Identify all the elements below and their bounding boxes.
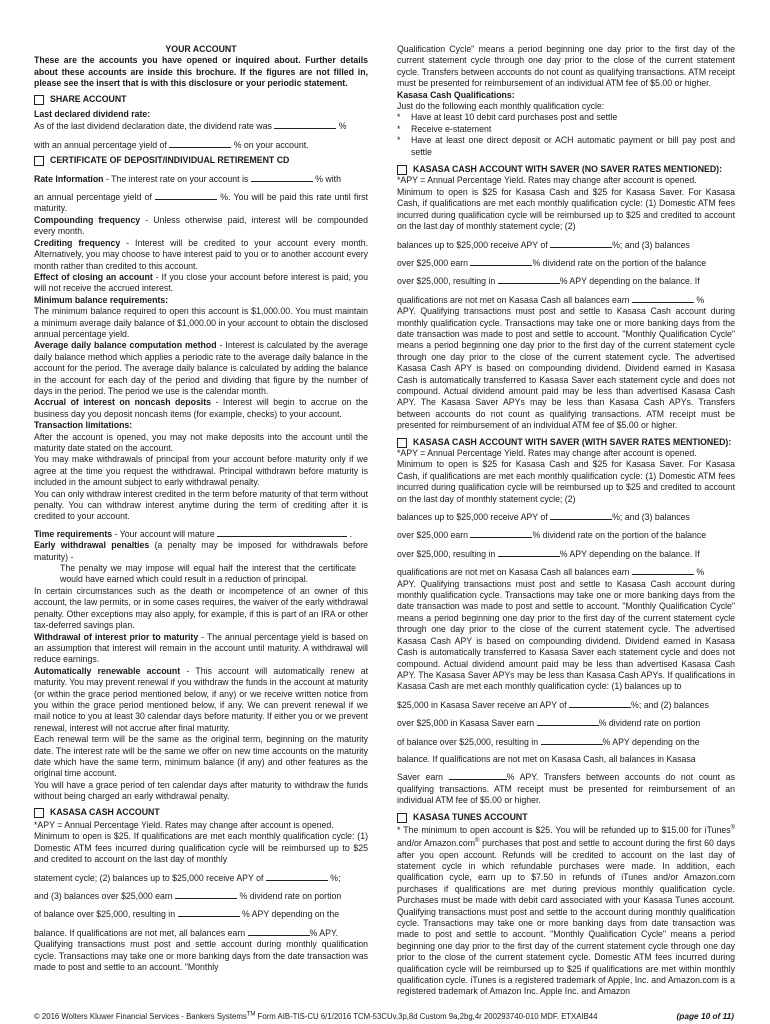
saver-rates-line-d: qualifications are not met on Kasasa Cash all balances earn % [397, 567, 705, 578]
kasasa-cash-line-d: balance. If qualifications are not met, all balances earn % APY. [34, 927, 339, 938]
sv-apy-blank[interactable] [550, 239, 612, 248]
renewable-paragraph: Automatically renewable account - This account will automatically renew at maturity. You may prevent renewal if you withdraw the funds in the account at maturity (or within the grace period mentioned below, if any) or we receive written notice from you within the grace period mentioned below, if any. We can prevent renewal if we mail notice to you at least 30 calendar days before maturity. If either you or we prevent renewal, interest will not accrue after final maturity. [34, 665, 368, 733]
kc-result-apy-blank[interactable] [178, 908, 240, 917]
transaction-paragraph-1: After the account is opened, you may not make deposits into the account until the maturity date stated on the account. [34, 431, 368, 453]
sr-saver-dividend-blank[interactable] [537, 717, 599, 726]
cd-heading: CERTIFICATE OF DEPOSIT/INDIVIDUAL RETIREMENT CD [34, 155, 368, 166]
kasasa-cash-line-c: of balance over $25,000, resulting in % APY depending on the [34, 909, 340, 920]
saver-rates-minimum: Minimum to open is $25 for Kasasa Cash and $25 for Kasasa Saver. For Kasasa Cash, if qualifications are met each monthly qualification cycle: (1) Domestic ATM fees incurred during qualification cycle will be reimbursed up to $25 and credited to account on the last day of monthly statement cycle; (2) [397, 459, 735, 504]
saver-rates-line-c: over $25,000, resulting in % APY depending on the balance. If [397, 548, 700, 559]
closing-paragraph: Effect of closing an account - If you close your account before interest is paid, you will not receive the accrued interest. [34, 271, 368, 294]
kasasa-cash-minimum: Minimum to open is $25. If qualifications are met each monthly qualification cycle: (1) Domestic ATM fees incurred during qualification cycle will be reimbursed up to $25 and credited to account on the last day of monthly [34, 831, 368, 865]
sr-result-apy-blank[interactable] [498, 548, 560, 557]
cd-rate-blank[interactable] [251, 173, 313, 182]
page-footer [34, 1011, 734, 1021]
transaction-label: Transaction limitations: [34, 420, 133, 431]
cd-apy-blank[interactable] [155, 191, 217, 200]
saver-apy-note: *APY = Annual Percentage Yield. Rates may change after account is opened. [397, 175, 697, 186]
page-title: YOUR ACCOUNT [165, 44, 237, 54]
kasasa-cash-apy-note: *APY = Annual Percentage Yield. Rates may change after account is opened. [34, 820, 334, 830]
kasasa-cash-line-a: statement cycle; (2) balances up to $25,000 receive APY of %; [34, 872, 341, 883]
sr-dividend-blank[interactable] [470, 529, 532, 538]
sv-dividend-blank[interactable] [470, 257, 532, 266]
sr-unqualified-apy-blank[interactable] [632, 566, 694, 575]
copyright-text: © 2016 Wolters Kluwer Financial Services - Bankers Systems™ Form AIB-TIS-CU 6/1/2016 TCM-53CUv,3p,8d Custom 9a,2bg,4r 200293740-010 MDF. ETXAIB44 [34, 1011, 598, 1021]
grace-period-paragraph: You will have a grace period of ten calendar days after maturity to withdraw the funds without being charged an early withdrawal penalty. [34, 779, 368, 802]
qualification-cycle-paragraph: Qualification Cycle" means a period beginning one day prior to the first day of the current statement cycle through one day prior to the close of the current statement cycle. Transfers between accounts do not count as qualifying transactions. ATM receipt must be presented for reimbursement of an individual ATM fee of $5.00 or higher. [397, 44, 735, 89]
time-requirements-line: Time requirements - Your account will mature . [34, 528, 353, 539]
saver-rates-mid: APY. Qualifying transactions must post and settle to Kasasa Cash account during monthly qualification cycle. Transactions may take one or more banking days from the date transaction was made to post and settle to account. "Monthly Qualification Cycle" means a period beginning one day prior to the first day of the current statement cycle through one day prior to the close of the current statement cycle. The advertised Kasasa Cash APY is based on compounding dividend. Dividend earned in Kasasa Cash is automatically transferred to Kasasa Saver each statement cycle and does not compound. Actual dividend amount paid may be less than advertised Kasasa Cash APY. The Kasasa Saver APYs may be less than Kasasa Cash APYs. If qualifications in Kasasa Cash are met each monthly qualification cycle: (1) balances up to [397, 578, 735, 692]
saver-rates-apy-note: *APY = Annual Percentage Yield. Rates may change after account is opened. [397, 448, 697, 458]
qualification-item: * Receive e-statement [397, 123, 492, 134]
kasasa-tunes-heading: KASASA TUNES ACCOUNT [397, 812, 735, 823]
saver-rates-heading: KASASA CASH ACCOUNT WITH SAVER (WITH SAVER RATES MENTIONED): [397, 437, 735, 448]
accrual-paragraph: Accrual of interest on noncash deposits - Interest will begin to accrue on the business day you deposit noncash items (for example, checks) to your account. [34, 397, 368, 419]
kasasa-cash-checkbox[interactable] [34, 808, 44, 818]
saver-rates-line-h: balance. If qualifications are not met on Kasasa Cash, all balances in Kasasa [397, 753, 696, 764]
early-withdrawal-paragraph: Early withdrawal penalties (a penalty may be imposed for withdrawals before maturity) - [34, 540, 368, 562]
avg-daily-paragraph: Average daily balance computation method - Interest is calculated by the average daily balance method which applies a periodic rate to the average daily balance in the account for the period. The average daily balance is calculated by adding the balance in the account for each day of the period and dividing that figure by the number of days in the period. The period we use is the calendar month. [34, 340, 369, 396]
right-column [397, 44, 735, 998]
saver-line-c: over $25,000, resulting in % APY depending on the balance. If [397, 276, 700, 287]
kasasa-cash-heading: KASASA CASH ACCOUNT [34, 807, 368, 818]
last-dividend-rate-line: As of the last dividend declaration date, the dividend rate was % [34, 121, 347, 132]
cd-checkbox[interactable] [34, 156, 44, 166]
min-balance-label: Minimum balance requirements: [34, 294, 169, 305]
sr-apy-blank[interactable] [550, 511, 612, 520]
saver-line-b: over $25,000 earn % dividend rate on the portion of the balance [397, 257, 707, 268]
kc-unqualified-apy-blank[interactable] [248, 927, 310, 936]
qualification-item: * Have at least one direct deposit or ACH automatic payment or bill pay post and settle [397, 135, 735, 157]
saver-line-a: balances up to $25,000 receive APY of %; and (3) balances [397, 239, 690, 250]
saver-no-rates-checkbox[interactable] [397, 165, 407, 175]
share-account-heading: SHARE ACCOUNT [34, 94, 368, 105]
sr-saver-unqualified-blank[interactable] [449, 771, 507, 780]
saver-rates-line-f: over $25,000 in Kasasa Saver earn % dividend rate on portion [397, 718, 701, 729]
min-balance-paragraph: The minimum balance required to open this account is $1,000.00. You must maintain a minimum average daily balance of $1,000.00 in your account to obtain the disclosed annual percentage yield. [34, 306, 368, 339]
dividend-apy-blank[interactable] [169, 139, 231, 148]
page-number: (page 10 of 11) [676, 1011, 734, 1021]
left-column [34, 44, 368, 973]
rate-apy-paragraph: an annual percentage yield of %. You will be paid this rate until first maturity. [34, 192, 368, 214]
saver-tail: APY. Qualifying transactions must post and settle to Kasasa Cash account during monthly qualification cycle. Transactions may take one or more banking days from the date transaction was made to post and settle to account. "Monthly Qualification Cycle" means a period beginning one day prior to the first day of the current statement cycle through one day prior to the close of the current statement cycle. The advertised Kasasa Cash APY is based on compounding dividend. Dividend earned in Kasasa Cash is automatically transferred to Kasasa Saver each statement cycle and does not compound. Actual dividend amount paid may be less than advertised Kasasa Cash APY. The Kasasa Saver APYs may be less than Kasasa Cash APYs. Transfers between accounts do not count as qualifying transactions. ATM receipt must be presented for reimbursement of an individual ATM fee of $5.00 or higher. [397, 306, 735, 431]
kasasa-tunes-checkbox[interactable] [397, 813, 407, 823]
share-account-checkbox[interactable] [34, 95, 44, 105]
maturity-blank[interactable] [217, 528, 347, 537]
kasasa-cash-line-b: and (3) balances over $25,000 earn % dividend rate on portion [34, 891, 342, 902]
saver-no-rates-heading: KASASA CASH ACCOUNT WITH SAVER (NO SAVER RATES MENTIONED): [397, 164, 735, 175]
kasasa-qualifications-intro: Just do the following each monthly qualification cycle: [397, 101, 605, 112]
circumstances-paragraph: In certain circumstances such as the death or incompetence of an owner of this account, the law permits, or in some cases requires, the waiver of the early withdrawal penalty. Other exceptions may also apply, for example, if this is part of an IRA or other tax-deferred savings plan. [34, 585, 368, 631]
saver-rates-line-i: Saver earn % APY. Transfers between accounts do not count as qualifying transactions. ATM receipt must be presented for reimbursement of an individual ATM fee of $5.00 or higher. [397, 772, 735, 806]
last-dividend-label: Last declared dividend rate: [34, 109, 151, 120]
transaction-paragraph-2: You may make withdrawals of principal from your account before maturity only if we agree at the time you request the withdrawal. Principal withdrawn before maturity is included in the amount subject to early withdrawal penalty. [34, 454, 368, 488]
sv-unqualified-apy-blank[interactable] [632, 294, 694, 303]
saver-rates-line-a: balances up to $25,000 receive APY of %; and (3) balances [397, 512, 690, 523]
transaction-paragraph-3: You can only withdraw interest credited in the term before maturity of that term without penalty. You can withdraw interest anytime during the term of crediting after it is credited to your account. [34, 488, 368, 522]
kasasa-qualifications-label: Kasasa Cash Qualifications: [397, 89, 515, 100]
saver-rates-line-b: over $25,000 earn % dividend rate on the portion of the balance [397, 530, 707, 541]
last-dividend-apy-line: with an annual percentage yield of % on your account. [34, 139, 309, 150]
kc-dividend-blank[interactable] [175, 890, 237, 899]
saver-rates-checkbox[interactable] [397, 438, 407, 448]
dividend-rate-blank[interactable] [274, 120, 336, 129]
kasasa-cash-tail: Qualifying transactions must post and settle account during monthly qualification cycle. Transactions may take one or more banking days from the date transaction was made to post and settle to an account. "Monthly [34, 939, 368, 973]
saver-rates-line-e: $25,000 in Kasasa Saver receive an APY of %; and (2) balances [397, 699, 709, 710]
qualification-item: * Have at least 10 debit card purchases post and settle [397, 112, 618, 123]
compounding-paragraph: Compounding frequency - Unless otherwise paid, interest will be compounded every month. [34, 214, 369, 237]
rate-information-line: Rate Information - The interest rate on your account is % with [34, 173, 341, 184]
crediting-paragraph: Crediting frequency - Interest will be credited to your account every month. Alternatively, you may choose to have interest paid to you or to another account every month rather than credited to this account. [34, 237, 369, 271]
intro-paragraph: These are the accounts you have opened or inquired about. Further details about these accounts are inside this brochure. If the figures are not filled in, please see the insert that is with this disclosure or your periodic statement. [34, 55, 368, 89]
sr-saver-result-blank[interactable] [541, 736, 603, 745]
kc-apy-blank[interactable] [266, 872, 328, 881]
withdrawal-interest-paragraph: Withdrawal of interest prior to maturity - The annual percentage yield is based on an assumption that interest will remain in the account until maturity. A withdrawal will reduce earnings. [34, 631, 368, 665]
saver-rates-line-g: of balance over $25,000, resulting in % APY depending on the [397, 736, 700, 747]
renewal-term-paragraph: Each renewal term will be the same as the original term, beginning on the maturity date. The interest rate will be the same we offer on new time accounts on the maturity date which have the same term, minimum balance (if any) and other features as the original time account. [34, 734, 368, 779]
kasasa-tunes-paragraph: * The minimum to open account is $25. You will be refunded up to $15.00 for iTunes® and/or Amazon.com® purchases that post and settle to account during the first 60 days after you open account. Refunds will be credited to account on the last day of statement cycle in which refundable purchases were made. In addition, each qualification cycle, earn up to $7.50 in refunds of iTunes and/or Amazon.com purchases if qualifications are met during previous monthly qualification cycle. Purchases must be made with debit card associated with your Kasasa Tunes account. Qualifying transactions must post and settle to the account during monthly qualification cycle. Transactions may take one or more banking days from date transaction was made to post and settle to account. "Monthly Qualification Cycle" means a period beginning one day prior to the first day of the current statement cycle through one day prior to the close of the current statement cycle. Domestic ATM fees incurred during qualification cycle will be reimbursed up to $25 if qualifications are met within monthly qualification cycle. iTunes is a registered trademark of Apple, Inc. and Amazon.com is a registered trademark of Amazon Inc. Apple Inc. and Amazon [397, 824, 735, 997]
sr-saver-apy-blank[interactable] [569, 699, 631, 708]
penalty-indent-paragraph: The penalty we may impose will equal half the interest that the certificate would have earned which could result in a reduction of principal. [60, 563, 356, 585]
saver-line-d: qualifications are not met on Kasasa Cash all balances earn % [397, 294, 705, 305]
sv-result-apy-blank[interactable] [498, 275, 560, 284]
saver-minimum: Minimum to open is $25 for Kasasa Cash and $25 for Kasasa Saver. For Kasasa Cash, if qualifications are met each monthly qualification cycle: (1) Domestic ATM fees incurred during qualification cycle will be reimbursed up to $25 and credited to account on the last day of monthly statement cycle; (2) [397, 186, 735, 232]
